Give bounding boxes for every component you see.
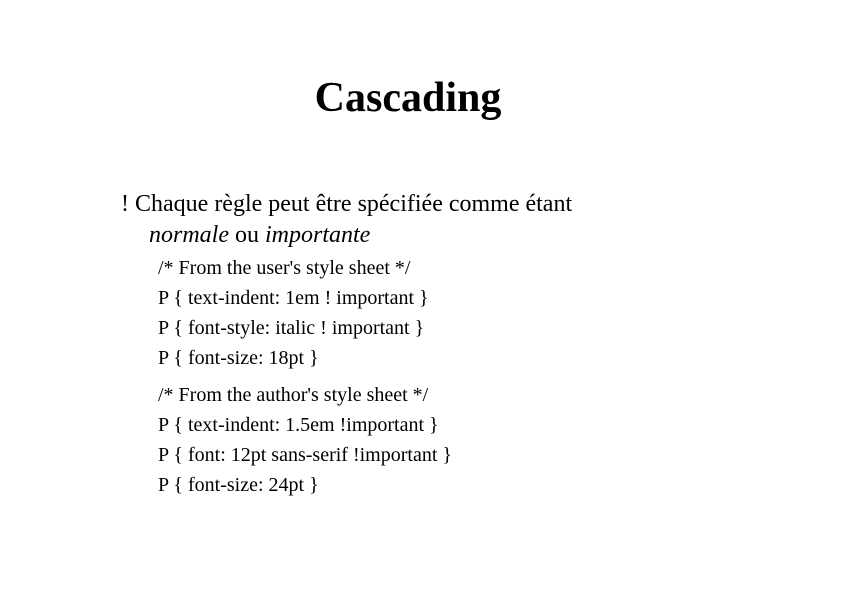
bullet-connector: ou bbox=[229, 222, 265, 248]
code-line: P { text-indent: 1.5em !important } bbox=[158, 414, 439, 436]
bullet-text: Chaque règle peut être spécifiée comme étant bbox=[135, 191, 573, 217]
slide-title: Cascading bbox=[314, 75, 502, 121]
code-line: /* From the user's style sheet */ bbox=[158, 257, 411, 279]
emphasis-normale: normale bbox=[149, 222, 229, 248]
code-line: P { text-indent: 1em ! important } bbox=[158, 287, 429, 309]
bullet-line-2 bbox=[121, 220, 761, 251]
code-line: /* From the author's style sheet */ bbox=[158, 384, 429, 406]
code-line: P { font-style: italic ! important } bbox=[158, 317, 425, 339]
emphasis-importante: importante bbox=[265, 222, 371, 248]
bullet-point bbox=[121, 189, 761, 251]
user-style-sheet-block bbox=[158, 253, 758, 373]
code-line: P { font-size: 18pt } bbox=[158, 347, 319, 369]
bullet-line-1 bbox=[121, 189, 761, 220]
bullet-marker: ! bbox=[121, 191, 129, 217]
author-style-sheet-block bbox=[158, 380, 758, 500]
code-line: P { font: 12pt sans-serif !important } bbox=[158, 444, 452, 466]
code-line: P { font-size: 24pt } bbox=[158, 474, 319, 496]
